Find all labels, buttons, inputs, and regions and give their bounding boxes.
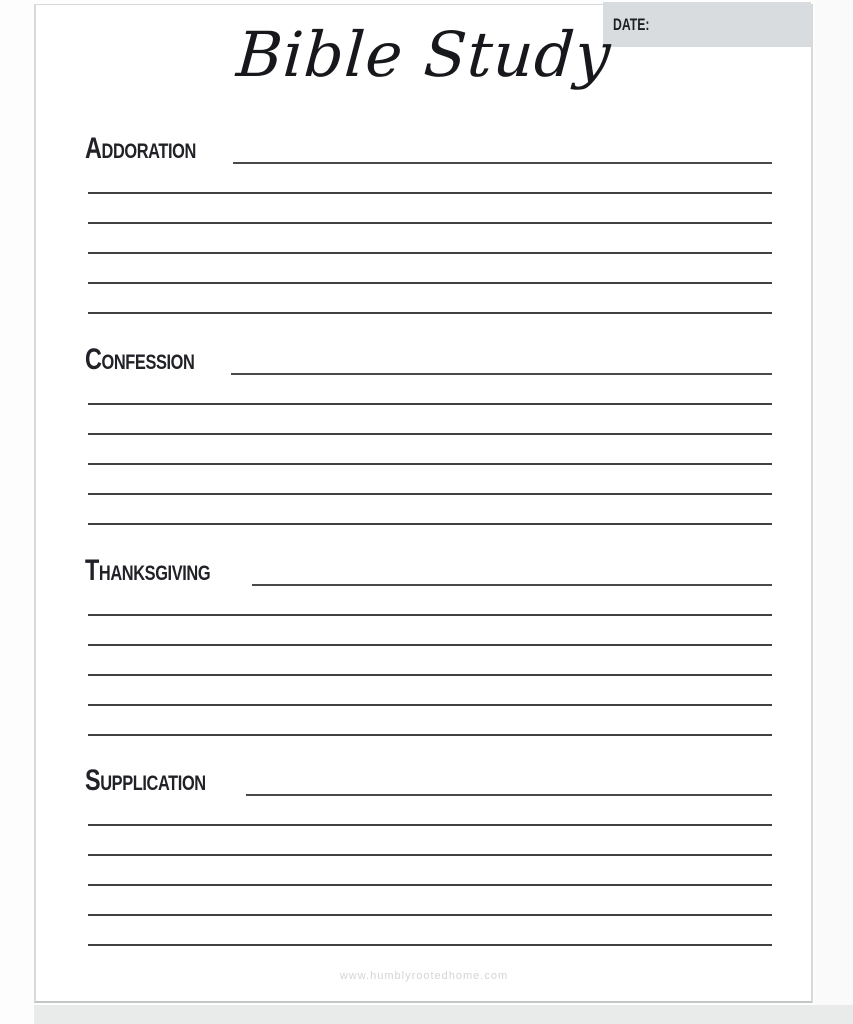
writing-line bbox=[88, 284, 772, 314]
prayer-section bbox=[0, 345, 853, 525]
writing-line bbox=[88, 646, 772, 676]
section-heading-row bbox=[85, 134, 772, 164]
page-bottom-margin bbox=[34, 1005, 853, 1024]
writing-line bbox=[88, 826, 772, 856]
writing-line bbox=[88, 706, 772, 736]
writing-line bbox=[88, 676, 772, 706]
section-heading: Confession bbox=[85, 343, 195, 376]
writing-line bbox=[88, 254, 772, 284]
section-heading: Supplication bbox=[85, 764, 206, 797]
page-title: Bible Study bbox=[234, 18, 614, 91]
writing-line bbox=[88, 586, 772, 616]
prayer-section bbox=[0, 556, 853, 736]
section-heading-row bbox=[85, 345, 772, 375]
section-heading-row bbox=[85, 766, 772, 796]
writing-line bbox=[88, 194, 772, 224]
writing-line bbox=[88, 886, 772, 916]
writing-line bbox=[88, 465, 772, 495]
writing-line bbox=[88, 405, 772, 435]
date-label: DATE: bbox=[613, 15, 650, 34]
writing-line bbox=[88, 435, 772, 465]
heading-writing-line bbox=[252, 556, 772, 586]
writing-line bbox=[88, 616, 772, 646]
section-heading: Thanksgiving bbox=[85, 554, 211, 587]
writing-line bbox=[88, 495, 772, 525]
prayer-section bbox=[0, 134, 853, 314]
section-heading: Addoration bbox=[85, 132, 196, 165]
writing-line bbox=[88, 796, 772, 826]
writing-line bbox=[88, 164, 772, 194]
writing-line bbox=[88, 856, 772, 886]
heading-writing-line bbox=[233, 134, 772, 164]
heading-writing-line bbox=[231, 345, 772, 375]
heading-writing-line bbox=[246, 766, 772, 796]
writing-line bbox=[88, 916, 772, 946]
writing-line bbox=[88, 375, 772, 405]
prayer-section bbox=[0, 766, 853, 946]
section-heading-row bbox=[85, 556, 772, 586]
writing-line bbox=[88, 224, 772, 254]
footer-url: www.humblyrootedhome.com bbox=[339, 970, 509, 982]
